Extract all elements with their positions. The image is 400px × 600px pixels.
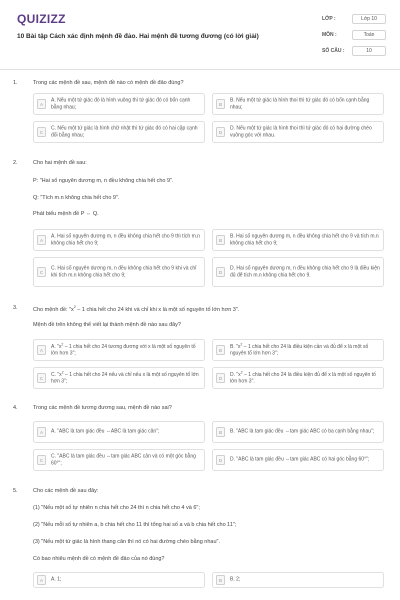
question-count-field[interactable]: 10 xyxy=(352,46,386,56)
meta-subject xyxy=(322,30,387,40)
option-text: A. 1; xyxy=(51,576,62,583)
grade-field[interactable]: Lớp 10 xyxy=(352,14,386,24)
q3-option-d[interactable] xyxy=(212,367,384,389)
option-text: B. "ABC là tam giác đều ⇔tam giác ABC có ba cạnh bằng nhau"; xyxy=(230,428,375,435)
option-letter-badge: D xyxy=(216,127,225,137)
q4-option-c[interactable] xyxy=(33,449,205,471)
option-letter-badge: A xyxy=(37,345,46,355)
grade-label: LỚP : xyxy=(322,16,336,22)
question-stem: Cho các mệnh đề sau đây: xyxy=(33,488,99,494)
option-letter-badge: A xyxy=(37,235,46,245)
question-line: Có bao nhiêu mệnh đề có mệnh đề đảo của nó đúng? xyxy=(33,556,165,562)
q3-option-b[interactable] xyxy=(212,339,384,361)
option-letter-badge: B xyxy=(216,345,225,355)
q5-option-a[interactable] xyxy=(33,572,205,588)
option-letter-badge: A xyxy=(37,99,46,109)
question-line: P: "Hai số nguyên dương m, n đều không chia hết cho 9". xyxy=(33,178,174,184)
worksheet-header xyxy=(0,0,400,70)
option-text: C. Hai số nguyên dương m, n đều không chia hết cho 9 khi và chỉ khi tích m.n không chia hết cho 9; xyxy=(51,265,197,278)
option-letter-badge: A xyxy=(37,575,46,585)
q1-option-c[interactable] xyxy=(33,121,205,143)
q1-option-a[interactable] xyxy=(33,93,205,115)
option-letter-badge: C xyxy=(37,373,46,383)
q2-option-a[interactable] xyxy=(33,229,205,251)
question-stem: Trong các mệnh đề tương đương sau, mệnh đề nào sai? xyxy=(33,405,172,411)
question-number: 1. xyxy=(13,80,18,86)
option-text: D. "$x^2 - 1$ chia hết cho 24 là điều kiện đủ để x là một số nguyên tố lớn hơn 3". xyxy=(230,370,376,385)
q4-option-b[interactable] xyxy=(212,421,384,443)
meta-question-count xyxy=(322,46,387,56)
option-letter-badge: D xyxy=(216,455,225,465)
option-text: A. Nếu một tứ giác đó là hình vuông thì tứ giác đó có bốn cạnh bằng nhau; xyxy=(51,97,191,110)
subject-label: MÔN : xyxy=(322,32,337,38)
option-text: A. Hai số nguyên dương m, n đều không chia hết cho 9 thì tích m.n không chia hết cho 9; xyxy=(51,233,200,246)
option-letter-badge: B xyxy=(216,575,225,585)
option-letter-badge: D xyxy=(216,373,225,383)
option-text: C. Nếu một tứ giác là hình chữ nhật thì tứ giác đó có hai cặp cạnh đối bằng nhau; xyxy=(51,125,198,138)
q4-option-a[interactable] xyxy=(33,421,205,443)
option-letter-badge: A xyxy=(37,427,46,437)
quizizz-logo: QUIZIZZ xyxy=(17,12,66,26)
option-text: D. Hai số nguyên dương m, n đều không chia hết cho 9 là điều kiện đủ để tích m.n không chia hết cho 9. xyxy=(230,265,380,278)
subject-field[interactable]: Toán xyxy=(352,30,386,40)
question-stem: Trong các mệnh đề sau, mệnh đề nào có mệnh đề đảo đúng? xyxy=(33,80,184,86)
question-number: 2. xyxy=(13,160,18,166)
option-text: D. "ABC là tam giác đều ⇔tam giác ABC có hai góc bằng 60°"; xyxy=(230,456,370,463)
question-stem: Cho hai mệnh đề sau: xyxy=(33,160,87,166)
option-letter-badge: D xyxy=(216,267,225,277)
q5-option-b[interactable] xyxy=(212,572,384,588)
option-text: B. Hai số nguyên dương m, n đều không chia hết cho 9 và tích m.n không chia hết cho 9; xyxy=(230,233,379,246)
q1-option-d[interactable] xyxy=(212,121,384,143)
question-line: (2) "Nếu mỗi số tự nhiên a, b chia hết cho 11 thì tổng hai số a và b chia hết cho 11"; xyxy=(33,522,237,528)
option-letter-badge: C xyxy=(37,127,46,137)
option-text: C. "ABC là tam giác đều ⇔tam giác ABC cân và có một góc bằng 60°"; xyxy=(51,453,196,466)
question-line: (3) "Nếu một tứ giác là hình thang cân thì nó có hai đường chéo bằng nhau". xyxy=(33,539,221,545)
option-letter-badge: B xyxy=(216,99,225,109)
question-line: Phát biểu mệnh đề P ⇔ Q. xyxy=(33,211,99,217)
question-line: (1) "Nếu một số tự nhiên n chia hết cho 24 thì n chia hết cho 4 và 6"; xyxy=(33,505,200,511)
q3-option-a[interactable] xyxy=(33,339,205,361)
q2-option-b[interactable] xyxy=(212,229,384,251)
question-stem: Cho mệnh đề: "$x^2 - 1$ chia hết cho 24 khi và chỉ khi x là một số nguyên tố lớn hơn 3". xyxy=(33,305,240,313)
option-letter-badge: B xyxy=(216,427,225,437)
q2-option-d[interactable] xyxy=(212,257,384,287)
q3-option-c[interactable] xyxy=(33,367,205,389)
option-text: D. Nếu một tứ giác là hình thoi thì tứ giác đó có hai đường chéo vuông góc với nhau. xyxy=(230,125,372,138)
option-letter-badge: C xyxy=(37,455,46,465)
option-text: C. "$x^2 - 1$ chia hết cho 24 nếu và chỉ nếu x là một số nguyên tố lớn hơn 3"; xyxy=(51,370,199,385)
option-text: A. "$x^2 - 1$ chia hết cho 24 tương đương với x là một số nguyên tố lớn hơn 3"; xyxy=(51,342,196,357)
question-number: 4. xyxy=(13,405,18,411)
option-letter-badge: B xyxy=(216,235,225,245)
option-text: A. "ABC là tam giác đều ⇔ABC là tam giác cân"; xyxy=(51,428,160,435)
q2-option-c[interactable] xyxy=(33,257,205,287)
option-text: B. Nếu một tứ giác là hình thoi thì tứ giác đó có bốn cạnh bằng nhau; xyxy=(230,97,370,110)
question-line: Q: "Tích m.n không chia hết cho 9". xyxy=(33,195,120,201)
meta-grade xyxy=(322,14,387,24)
question-count-label: SỐ CÂU : xyxy=(322,48,345,54)
option-letter-badge: C xyxy=(37,267,46,277)
question-number: 3. xyxy=(13,305,18,311)
q1-option-b[interactable] xyxy=(212,93,384,115)
page-title: 10 Bài tập Cách xác định mệnh đề đảo. Hai mệnh đề tương đương (có lời giải) xyxy=(17,33,259,40)
q4-option-d[interactable] xyxy=(212,449,384,471)
option-text: B. "$x^2 - 1$ chia hết cho 24 là điều kiện cần và đủ để x là một số nguyên tố lớn hơn 3"; xyxy=(230,342,369,357)
option-text: B. 2; xyxy=(230,576,241,583)
question-line: Mệnh đề trên không thể viết lại thành mệnh đề nào sau đây? xyxy=(33,322,181,328)
question-number: 5. xyxy=(13,488,18,494)
